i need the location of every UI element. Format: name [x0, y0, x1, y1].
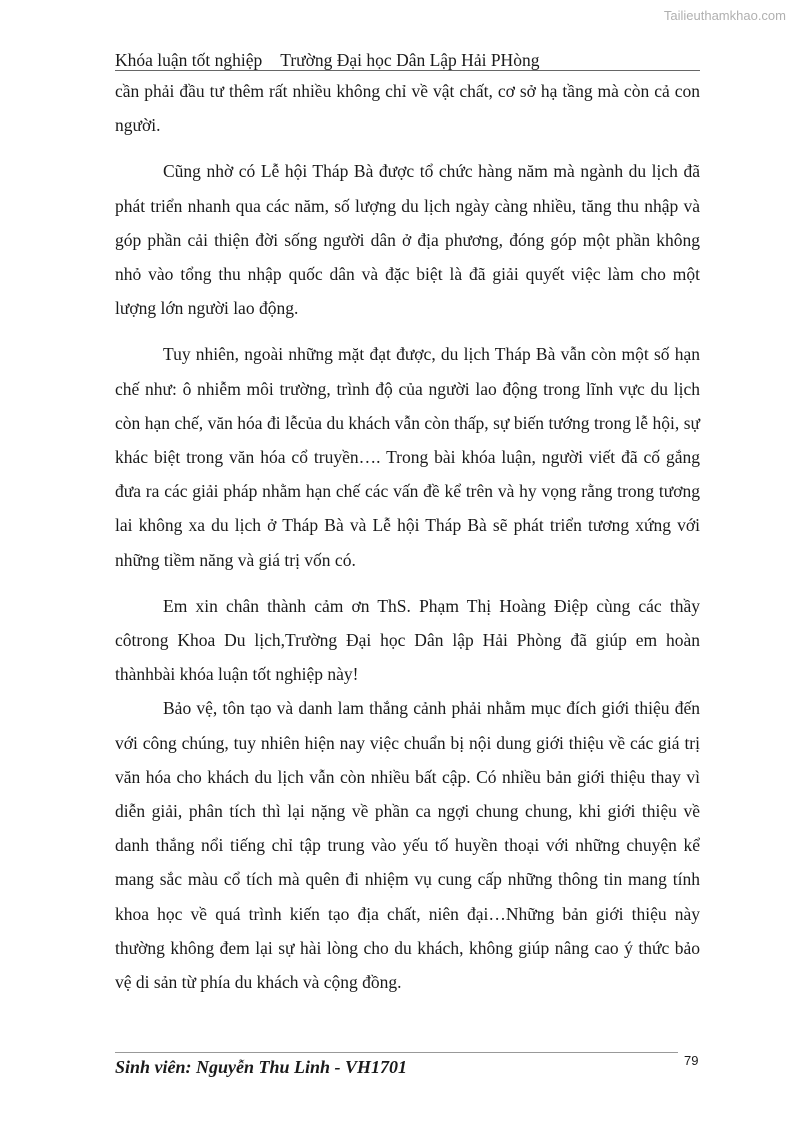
paragraph-continuation: cần phải đầu tư thêm rất nhiều không chỉ về vật chất, cơ sở hạ tầng mà còn cả con người. [115, 81, 700, 136]
paragraph-heritage-protection: Bảo vệ, tôn tạo và danh lam thắng cảnh phải nhằm mục đích giới thiệu đến với công chúng, tuy nhiên hiện nay việc chuẩn bị nội dung giới thiệu về các giá trị văn hóa cho khách du lịch vẫn còn nhiều bất cập. Có nhiều bản giới thiệu thay vì diễn giải, phân tích thì lại nặng về phần ca ngợi chung chung, khi giới thiệu về danh thắng nổi tiếng chỉ tập trung vào yếu tố huyền thoại với những chuyện kể mang sắc màu cổ tích mà quên đi nhiệm vụ cung cấp những thông tin mang tính khoa học về quá trình kiến tạo địa chất, niên đại…Những bản giới thiệu này thường không đem lại sự hài lòng cho du khách, không giúp nâng cao ý thức bảo vệ di sản từ phía du khách và cộng đồng. [115, 698, 700, 993]
header-thesis-label: Khóa luận tốt nghiệp [115, 50, 263, 70]
page-header [115, 50, 700, 71]
paragraph-acknowledgement: Em xin chân thành cảm ơn ThS. Phạm Thị Hoàng Điệp cùng các thầy côtrong Khoa Du lịch,Trường Đại học Dân lập Hải Phòng đã giúp em hoàn thànhbài khóa luận tốt nghiệp này! [115, 595, 700, 685]
footer-author: Sinh viên: Nguyễn Thu Linh - VH1701 [115, 1057, 408, 1077]
paragraph-tourism-growth: Cũng nhờ có Lễ hội Tháp Bà được tổ chức hàng năm mà ngành du lịch đã phát triển nhanh qua các năm, số lượng du lịch ngày càng nhiều, tăng thu nhập và góp phần cải thiện đời sống người dân ở địa phương, đóng góp một phần không nhỏ vào tổng thu nhập quốc dân và đặc biệt là đã giải quyết việc làm cho một lượng lớn người lao động. [115, 161, 700, 319]
header-university-name: Trường Đại học Dân Lập Hải PHòng [280, 50, 540, 70]
document-body [115, 74, 700, 999]
page-number: 79 [684, 1053, 699, 1068]
footer-divider [115, 1052, 678, 1053]
paragraph-limitations: Tuy nhiên, ngoài những mặt đạt được, du lịch Tháp Bà vẫn còn một số hạn chế như: ô nhiễm môi trường, trình độ của người lao động trong lĩnh vực du lịch còn hạn chế, văn hóa đi lễcủa du khách vẫn còn thấp, sự biến tướng trong lễ hội, sự khác biệt trong văn hóa cổ truyền…. Trong bài khóa luận, người viết đã cố gắng đưa ra các giải pháp nhằm hạn chế các vấn đề kể trên và hy vọng rằng trong tương lai không xa du lịch ở Tháp Bà và Lễ hội Tháp Bà sẽ phát triển tương xứng với những tiềm năng và giá trị vốn có. [115, 344, 700, 570]
watermark-text: Tailieuthamkhao.com [663, 8, 786, 23]
